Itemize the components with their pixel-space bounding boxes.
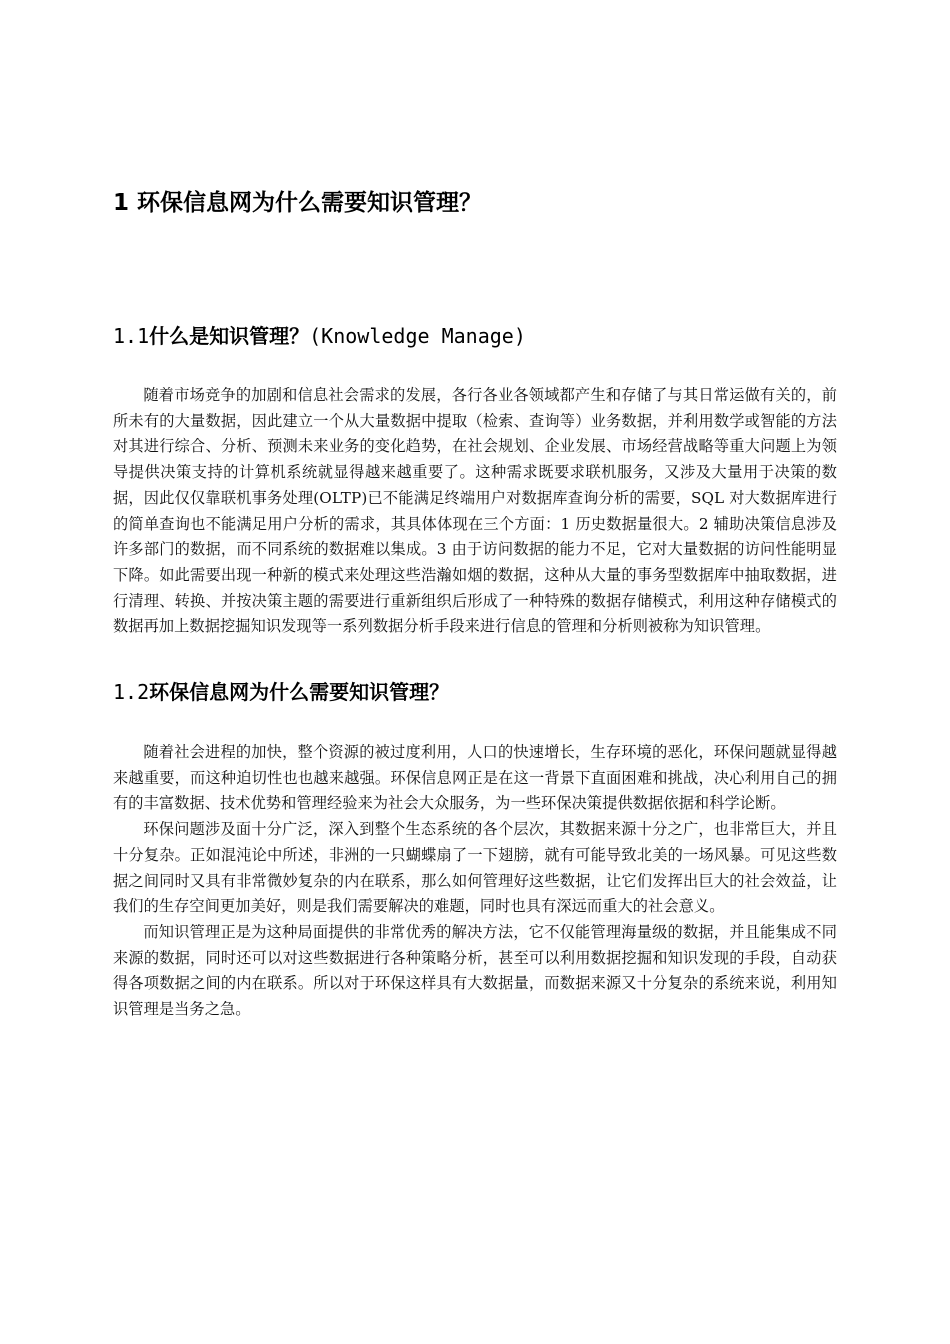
section-number: 1.2	[113, 680, 150, 704]
paragraph: 随着市场竞争的加剧和信息社会需求的发展，各行各业各领域都产生和存储了与其日常运做有关的，前所未有的大量数据，因此建立一个从大量数据中提取（检索、查询等）业务数据，并利用数学或智能的方法对其进行综合、分析、预测未来业务的变化趋势，在社会规划、企业发展、市场经营战略等重大问题上为领导提供决策支持的计算机系统就显得越来越重要了。这种需求既要求联机服务，又涉及大量用于决策的数据，因此仅仅靠联机事务处理(OLTP)已不能满足终端用户对数据库查询分析的需要，SQL 对大数据库进行的简单查询也不能满足用户分析的需求，其具体体现在三个方面：1 历史数据量很大。2 辅助决策信息涉及许多部门的数据，而不同系统的数据难以集成。3 由于访问数据的能力不足，它对大量数据的访问性能明显下降。如此需要出现一种新的模式来处理这些浩瀚如烟的数据，这种从大量的事务型数据库中抽取数据，进行清理、转换、并按决策主题的需要进行重新组织后形成了一种特殊的数据存储模式，利用这种存储模式的数据再加上数据挖掘知识发现等一系列数据分析手段来进行信息的管理和分析则被称为知识管理。	[113, 386, 837, 636]
section-heading-text: 什么是知识管理？	[149, 324, 310, 348]
section-number: 1.1	[113, 324, 150, 348]
paragraph: 随着社会进程的加快，整个资源的被过度利用，人口的快速增长，生存环境的恶化，环保问题就显得越来越重要，而这种迫切性也也越来越强。环保信息网正是在这一背景下直面困难和挑战，决心利用自己的拥有的丰富数据、技术优势和管理经验来为社会大众服务，为一些环保决策提供数据依据和科学论断。	[113, 743, 837, 813]
paragraph: 而知识管理正是为这种局面提供的非常优秀的解决方法，它不仅能管理海量级的数据，并且能集成不同来源的数据，同时还可以对这些数据进行各种策略分析，甚至可以利用数据挖掘和知识发现的手段，自动获得各项数据之间的内在联系。所以对于环保这样具有大数据量，而数据来源又十分复杂的系统来说，利用知识管理是当务之急。	[113, 922, 837, 1019]
section-body-1-2	[113, 740, 837, 1023]
section-heading-1-1	[113, 321, 837, 351]
section-heading-english: (Knowledge Manage)	[309, 324, 526, 348]
section-heading-text: 环保信息网为什么需要知识管理？	[149, 680, 450, 704]
section-heading-1-2	[113, 677, 837, 707]
chapter-title: 1 环保信息网为什么需要知识管理？	[113, 190, 483, 216]
paragraph: 环保问题涉及面十分广泛，深入到整个生态系统的各个层次，其数据来源十分之广，也非常巨大，并且十分复杂。正如混沌论中所述，非洲的一只蝴蝶扇了一下翅膀，就有可能导致北美的一场风暴。可见这些数据之间同时又具有非常微妙复杂的内在联系，那么如何管理好这些数据，让它们发挥出巨大的社会效益，让我们的生存空间更加美好，则是我们需要解决的难题，同时也具有深远而重大的社会意义。	[113, 820, 837, 916]
section-body-1-1	[113, 383, 837, 640]
